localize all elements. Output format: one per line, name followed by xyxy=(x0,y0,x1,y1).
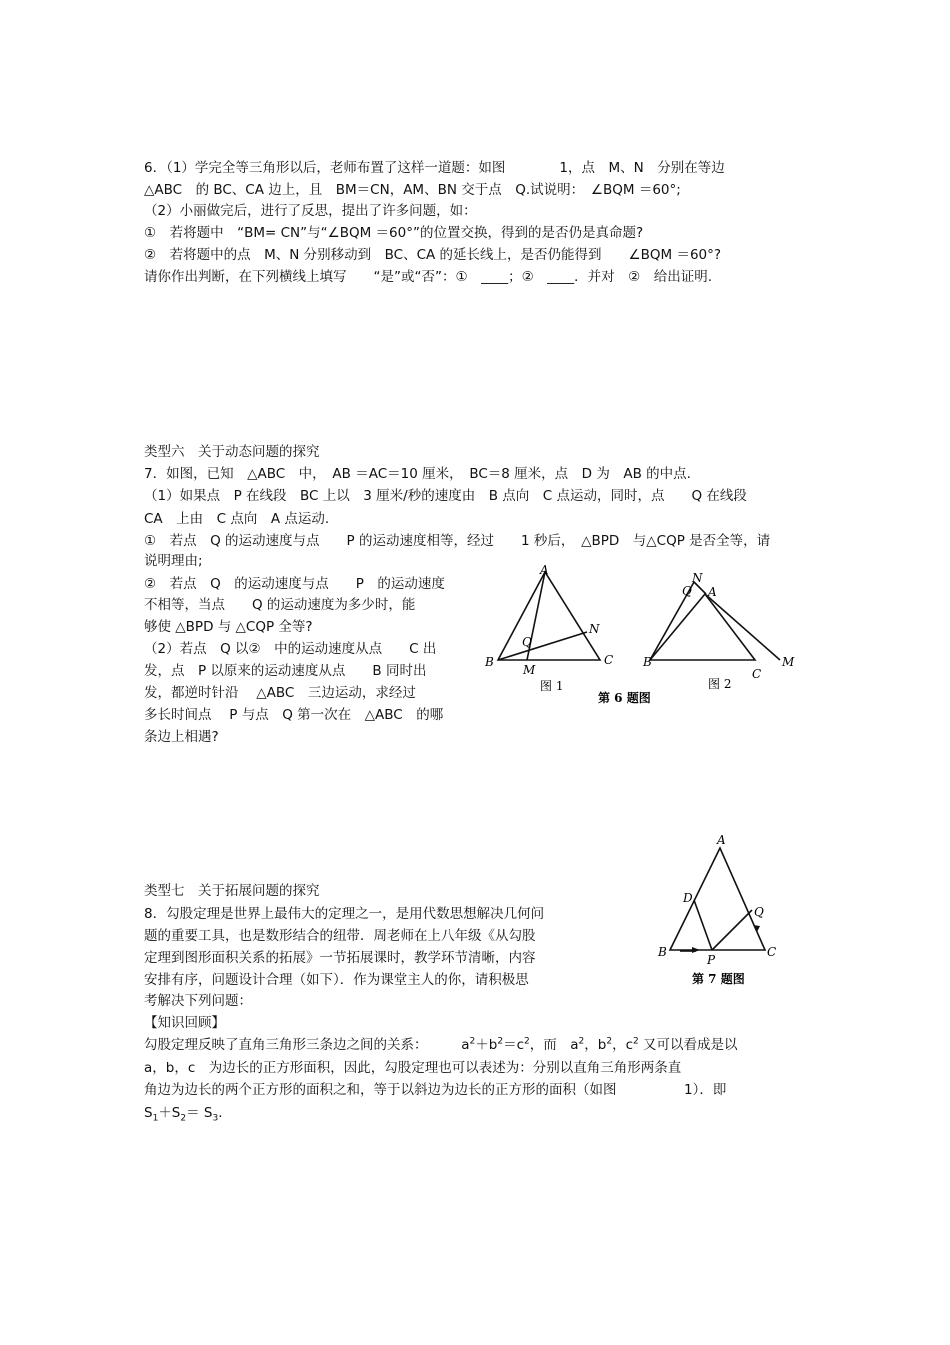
q8-plus-b: ＋b xyxy=(475,1037,498,1053)
fig6-label-N: N xyxy=(589,622,600,636)
fig6-caption-fig1: 图 1 xyxy=(540,679,564,693)
fig6-fig2-label-C: C xyxy=(752,667,762,681)
q6-line-1: 6．（1）学完全等三角形以后，老师布置了这样一道题：如图 1，点 M、N 分别在等边 xyxy=(144,160,725,176)
fig7-label-Q: Q xyxy=(754,905,764,919)
fig7-arrow-bp xyxy=(692,947,700,953)
q8-line-7-c: 又可以看成是以 xyxy=(638,1037,738,1053)
fig7-label-B: B xyxy=(658,945,667,959)
q8-line-7 xyxy=(144,1035,738,1055)
q6-line-4: ① 若将题中 “BM= CN”与“∠BQM ＝60°”的位置交换，得到的是否仍是真命题? xyxy=(144,225,644,241)
q8-end: . xyxy=(218,1105,223,1121)
figure-q6 xyxy=(480,560,810,710)
q8-comma-b: ，b xyxy=(584,1037,607,1053)
fig6-fig2-label-N: N xyxy=(692,571,703,585)
q8-line-7-a: 勾股定理反映了直角三角形三条边之间的关系： a xyxy=(144,1037,470,1053)
sup-b: 2 xyxy=(497,1036,504,1047)
fig6-label-B: B xyxy=(485,655,494,669)
q7-line-9: （2）若点 Q 以② 中的运动速度从点 C 出 xyxy=(144,641,437,657)
sup-a2: 2 xyxy=(578,1036,585,1047)
q7-line-4: ① 若点 Q 的运动速度与点 P 的运动速度相等，经过 1 秒后， △BPD 与△CQP 是否全等，请 xyxy=(144,533,771,549)
sup-a: 2 xyxy=(469,1036,476,1047)
fig7-label-D: D xyxy=(683,891,693,905)
q6-line-3: （2）小丽做完后，进行了反思，提出了许多问题，如： xyxy=(144,203,477,219)
fig7-label-A: A xyxy=(717,833,726,847)
q8-eq-c: ＝c xyxy=(503,1037,525,1053)
q6-line-5: ② 若将题中的点 M、N 分别移动到 BC、CA 的延长线上，是否仍能得到 ∠BQM ＝60°? xyxy=(144,247,722,263)
fig7-arrow-cq xyxy=(753,925,760,932)
q7-line-5: 说明理由; xyxy=(144,553,203,569)
q6-line-2: △ABC 的 BC、CA 边上，且 BM＝CN，AM、BN 交于点 Q.试说明： ∠BQM ＝60°; xyxy=(144,182,681,198)
sub-1: 1 xyxy=(152,1113,159,1124)
fig6-fig2-label-B: B xyxy=(643,655,652,669)
q8-line-7-b: ，而 a xyxy=(529,1037,579,1053)
q7-line-8: 够使 △BPD 与 △CQP 全等? xyxy=(144,619,313,635)
q8-line-6: 【知识回顾】 xyxy=(144,1015,225,1031)
q8-line-3: 定理到图形面积关系的拓展》一节拓展课时，教学环节清晰，内容 xyxy=(144,950,536,966)
fig6-label-A: A xyxy=(540,563,549,577)
fig6-label-Q: Q xyxy=(522,635,532,649)
section-heading-type6: 类型六 关于动态问题的探究 xyxy=(144,444,320,460)
q6-line-6: 请你作出判断，在下列横线上填写 “是”或“否”：① ____；② ____．并对 ② 给出证明. xyxy=(144,269,713,285)
fig6-caption-fig2: 图 2 xyxy=(708,677,732,691)
q7-line-13: 条边上相遇? xyxy=(144,729,219,745)
q7-line-11: 发，都逆时针沿 △ABC 三边运动，求经过 xyxy=(144,685,416,701)
q8-plus-s2: ＋S xyxy=(158,1105,181,1121)
sup-c2: 2 xyxy=(633,1036,639,1047)
fig7-label-C: C xyxy=(767,945,777,959)
fig7-label-P: P xyxy=(707,953,716,967)
q8-line-1: 8．勾股定理是世界上最伟大的定理之一，是用代数思想解决几何问 xyxy=(144,906,545,922)
q8-line-2: 题的重要工具，也是数形结合的纽带．周老师在上八年级《从勾股 xyxy=(144,928,536,944)
q7-line-7: 不相等，当点 Q 的运动速度为多少时，能 xyxy=(144,597,416,613)
sup-b2: 2 xyxy=(606,1036,613,1047)
q7-line-2: （1）如果点 P 在线段 BC 上以 3 厘米/秒的速度由 B 点向 C 点运动，同时，点 Q 在线段 xyxy=(144,488,747,504)
sub-3: 3 xyxy=(212,1113,219,1124)
fig7-caption: 第 7 题图 xyxy=(692,972,745,986)
q8-line-10 xyxy=(144,1103,223,1123)
sub-2: 2 xyxy=(180,1113,187,1124)
figure-q7 xyxy=(650,830,790,990)
q7-line-10: 发，点 P 以原来的运动速度从点 B 同时出 xyxy=(144,663,427,679)
q8-line-8: a，b，c 为边长的正方形面积，因此，勾股定理也可以表述为：分别以直角三角形两条直 xyxy=(144,1060,682,1076)
q8-comma-c: ，c xyxy=(612,1037,634,1053)
q7-line-12: 多长时间点 P 与点 Q 第一次在 △ABC 的哪 xyxy=(144,707,444,723)
q8-line-4: 安排有序，问题设计合理（如下）．作为课堂主人的你，请积极思 xyxy=(144,972,529,988)
q8-s1: S xyxy=(144,1105,153,1121)
fig6-fig2-label-M: M xyxy=(782,655,795,669)
q8-line-9: 角边为边长的两个正方形的面积之和，等于以斜边为边长的正方形的面积（如图 1）．即 xyxy=(144,1082,727,1098)
section-heading-type7: 类型七 关于拓展问题的探究 xyxy=(144,883,320,899)
fig6-label-M: M xyxy=(523,663,536,677)
sup-c: 2 xyxy=(524,1036,530,1047)
q8-eq-s3: ＝ S xyxy=(186,1105,213,1121)
q7-line-3: CA 上由 C 点向 A 点运动. xyxy=(144,511,330,527)
fig6-fig2-label-Q: Q xyxy=(682,584,692,598)
fig6-fig2-label-A: A xyxy=(708,585,717,599)
fig6-caption: 第 6 题图 xyxy=(598,691,651,705)
q8-line-5: 考解决下列问题： xyxy=(144,993,252,1009)
fig6-label-C: C xyxy=(604,653,614,667)
q7-line-6: ② 若点 Q 的运动速度与点 P 的运动速度 xyxy=(144,576,445,592)
q7-line-1: 7．如图，已知 △ABC 中， AB ＝AC＝10 厘米， BC＝8 厘米，点 D 为 AB 的中点. xyxy=(144,466,691,482)
